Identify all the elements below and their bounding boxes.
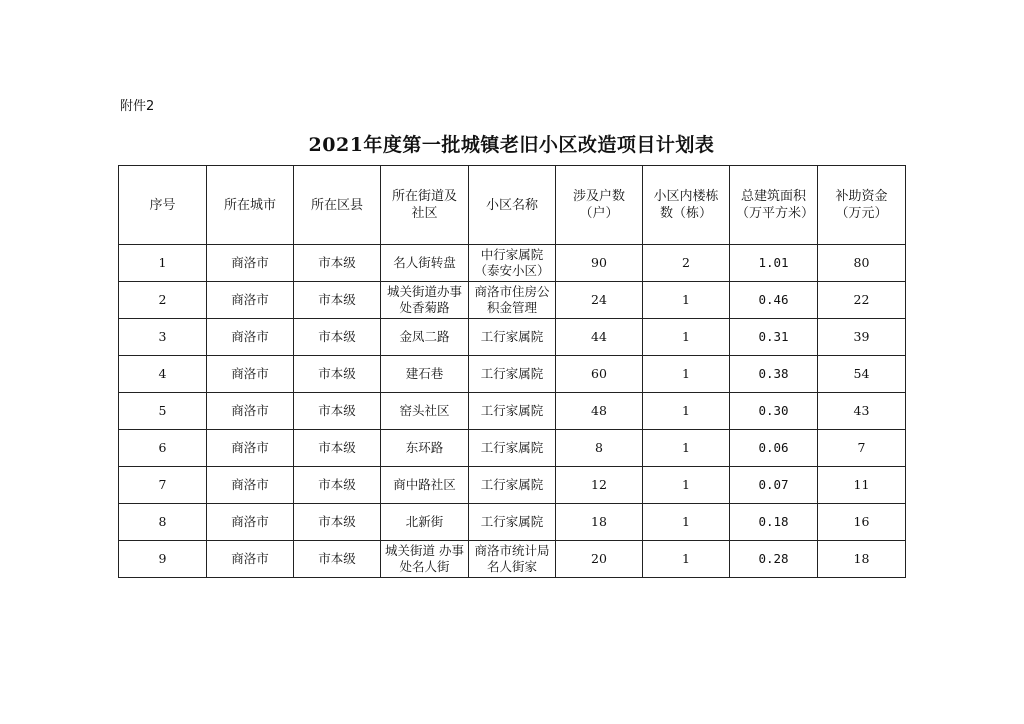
cell-buildings: 1 bbox=[643, 541, 730, 578]
header-row bbox=[119, 166, 906, 245]
cell-seq: 5 bbox=[119, 393, 207, 430]
cell-households: 44 bbox=[556, 319, 643, 356]
cell-area: 0.18 bbox=[730, 504, 818, 541]
cell-buildings: 1 bbox=[643, 430, 730, 467]
table-row bbox=[119, 393, 906, 430]
cell-district: 市本级 bbox=[294, 393, 381, 430]
cell-district: 市本级 bbox=[294, 245, 381, 282]
cell-seq: 2 bbox=[119, 282, 207, 319]
header-seq: 序号 bbox=[119, 166, 207, 245]
cell-area: 0.30 bbox=[730, 393, 818, 430]
table-row bbox=[119, 541, 906, 578]
cell-district: 市本级 bbox=[294, 430, 381, 467]
cell-street: 建石巷 bbox=[381, 356, 469, 393]
cell-district: 市本级 bbox=[294, 356, 381, 393]
cell-city: 商洛市 bbox=[207, 504, 294, 541]
cell-households: 24 bbox=[556, 282, 643, 319]
cell-funding: 80 bbox=[818, 245, 906, 282]
cell-households: 90 bbox=[556, 245, 643, 282]
cell-area: 0.31 bbox=[730, 319, 818, 356]
cell-households: 20 bbox=[556, 541, 643, 578]
cell-households: 12 bbox=[556, 467, 643, 504]
cell-community: 工行家属院 bbox=[469, 430, 556, 467]
cell-community: 商洛市住房公积金管理 bbox=[469, 282, 556, 319]
cell-area: 0.46 bbox=[730, 282, 818, 319]
attachment-label: 附件2 bbox=[120, 99, 155, 114]
cell-street: 城关街道 办事处名人街 bbox=[381, 541, 469, 578]
cell-area: 0.06 bbox=[730, 430, 818, 467]
table-row bbox=[119, 282, 906, 319]
cell-community: 工行家属院 bbox=[469, 467, 556, 504]
cell-funding: 16 bbox=[818, 504, 906, 541]
cell-seq: 4 bbox=[119, 356, 207, 393]
cell-city: 商洛市 bbox=[207, 319, 294, 356]
header-area: 总建筑面积（万平方米） bbox=[730, 166, 818, 245]
cell-funding: 43 bbox=[818, 393, 906, 430]
cell-funding: 18 bbox=[818, 541, 906, 578]
cell-buildings: 1 bbox=[643, 319, 730, 356]
cell-district: 市本级 bbox=[294, 467, 381, 504]
page-title: 2021年度第一批城镇老旧小区改造项目计划表 bbox=[308, 134, 715, 156]
cell-area: 0.38 bbox=[730, 356, 818, 393]
cell-district: 市本级 bbox=[294, 504, 381, 541]
header-street: 所在街道及社区 bbox=[381, 166, 469, 245]
cell-street: 金凤二路 bbox=[381, 319, 469, 356]
table-row bbox=[119, 504, 906, 541]
cell-community: 工行家属院 bbox=[469, 319, 556, 356]
cell-buildings: 1 bbox=[643, 467, 730, 504]
header-district: 所在区县 bbox=[294, 166, 381, 245]
cell-seq: 8 bbox=[119, 504, 207, 541]
cell-households: 18 bbox=[556, 504, 643, 541]
cell-community: 工行家属院 bbox=[469, 393, 556, 430]
cell-seq: 9 bbox=[119, 541, 207, 578]
table-body bbox=[119, 245, 906, 578]
table-header bbox=[119, 166, 906, 245]
table-row bbox=[119, 356, 906, 393]
cell-community: 工行家属院 bbox=[469, 356, 556, 393]
cell-households: 60 bbox=[556, 356, 643, 393]
cell-city: 商洛市 bbox=[207, 541, 294, 578]
cell-street: 窑头社区 bbox=[381, 393, 469, 430]
cell-area: 1.01 bbox=[730, 245, 818, 282]
cell-city: 商洛市 bbox=[207, 356, 294, 393]
cell-street: 东环路 bbox=[381, 430, 469, 467]
cell-district: 市本级 bbox=[294, 541, 381, 578]
cell-seq: 3 bbox=[119, 319, 207, 356]
project-plan-table bbox=[118, 165, 906, 578]
cell-funding: 11 bbox=[818, 467, 906, 504]
cell-community: 工行家属院 bbox=[469, 504, 556, 541]
cell-city: 商洛市 bbox=[207, 467, 294, 504]
cell-street: 名人街转盘 bbox=[381, 245, 469, 282]
header-city: 所在城市 bbox=[207, 166, 294, 245]
table-row bbox=[119, 467, 906, 504]
cell-seq: 6 bbox=[119, 430, 207, 467]
cell-seq: 7 bbox=[119, 467, 207, 504]
cell-funding: 54 bbox=[818, 356, 906, 393]
cell-funding: 7 bbox=[818, 430, 906, 467]
cell-area: 0.07 bbox=[730, 467, 818, 504]
cell-buildings: 1 bbox=[643, 393, 730, 430]
table-row bbox=[119, 430, 906, 467]
cell-district: 市本级 bbox=[294, 319, 381, 356]
cell-area: 0.28 bbox=[730, 541, 818, 578]
cell-street: 城关街道办事处香菊路 bbox=[381, 282, 469, 319]
cell-city: 商洛市 bbox=[207, 245, 294, 282]
cell-buildings: 2 bbox=[643, 245, 730, 282]
cell-funding: 39 bbox=[818, 319, 906, 356]
cell-households: 8 bbox=[556, 430, 643, 467]
header-community: 小区名称 bbox=[469, 166, 556, 245]
cell-city: 商洛市 bbox=[207, 430, 294, 467]
cell-funding: 22 bbox=[818, 282, 906, 319]
header-funding: 补助资金（万元） bbox=[818, 166, 906, 245]
table-row bbox=[119, 245, 906, 282]
cell-city: 商洛市 bbox=[207, 282, 294, 319]
cell-buildings: 1 bbox=[643, 282, 730, 319]
cell-buildings: 1 bbox=[643, 504, 730, 541]
cell-city: 商洛市 bbox=[207, 393, 294, 430]
cell-community: 中行家属院（泰安小区） bbox=[469, 245, 556, 282]
cell-street: 商中路社区 bbox=[381, 467, 469, 504]
cell-community: 商洛市统计局名人街家 bbox=[469, 541, 556, 578]
cell-street: 北新街 bbox=[381, 504, 469, 541]
cell-households: 48 bbox=[556, 393, 643, 430]
cell-seq: 1 bbox=[119, 245, 207, 282]
header-households: 涉及户数（户） bbox=[556, 166, 643, 245]
header-buildings: 小区内楼栋数（栋） bbox=[643, 166, 730, 245]
table-row bbox=[119, 319, 906, 356]
cell-district: 市本级 bbox=[294, 282, 381, 319]
cell-buildings: 1 bbox=[643, 356, 730, 393]
